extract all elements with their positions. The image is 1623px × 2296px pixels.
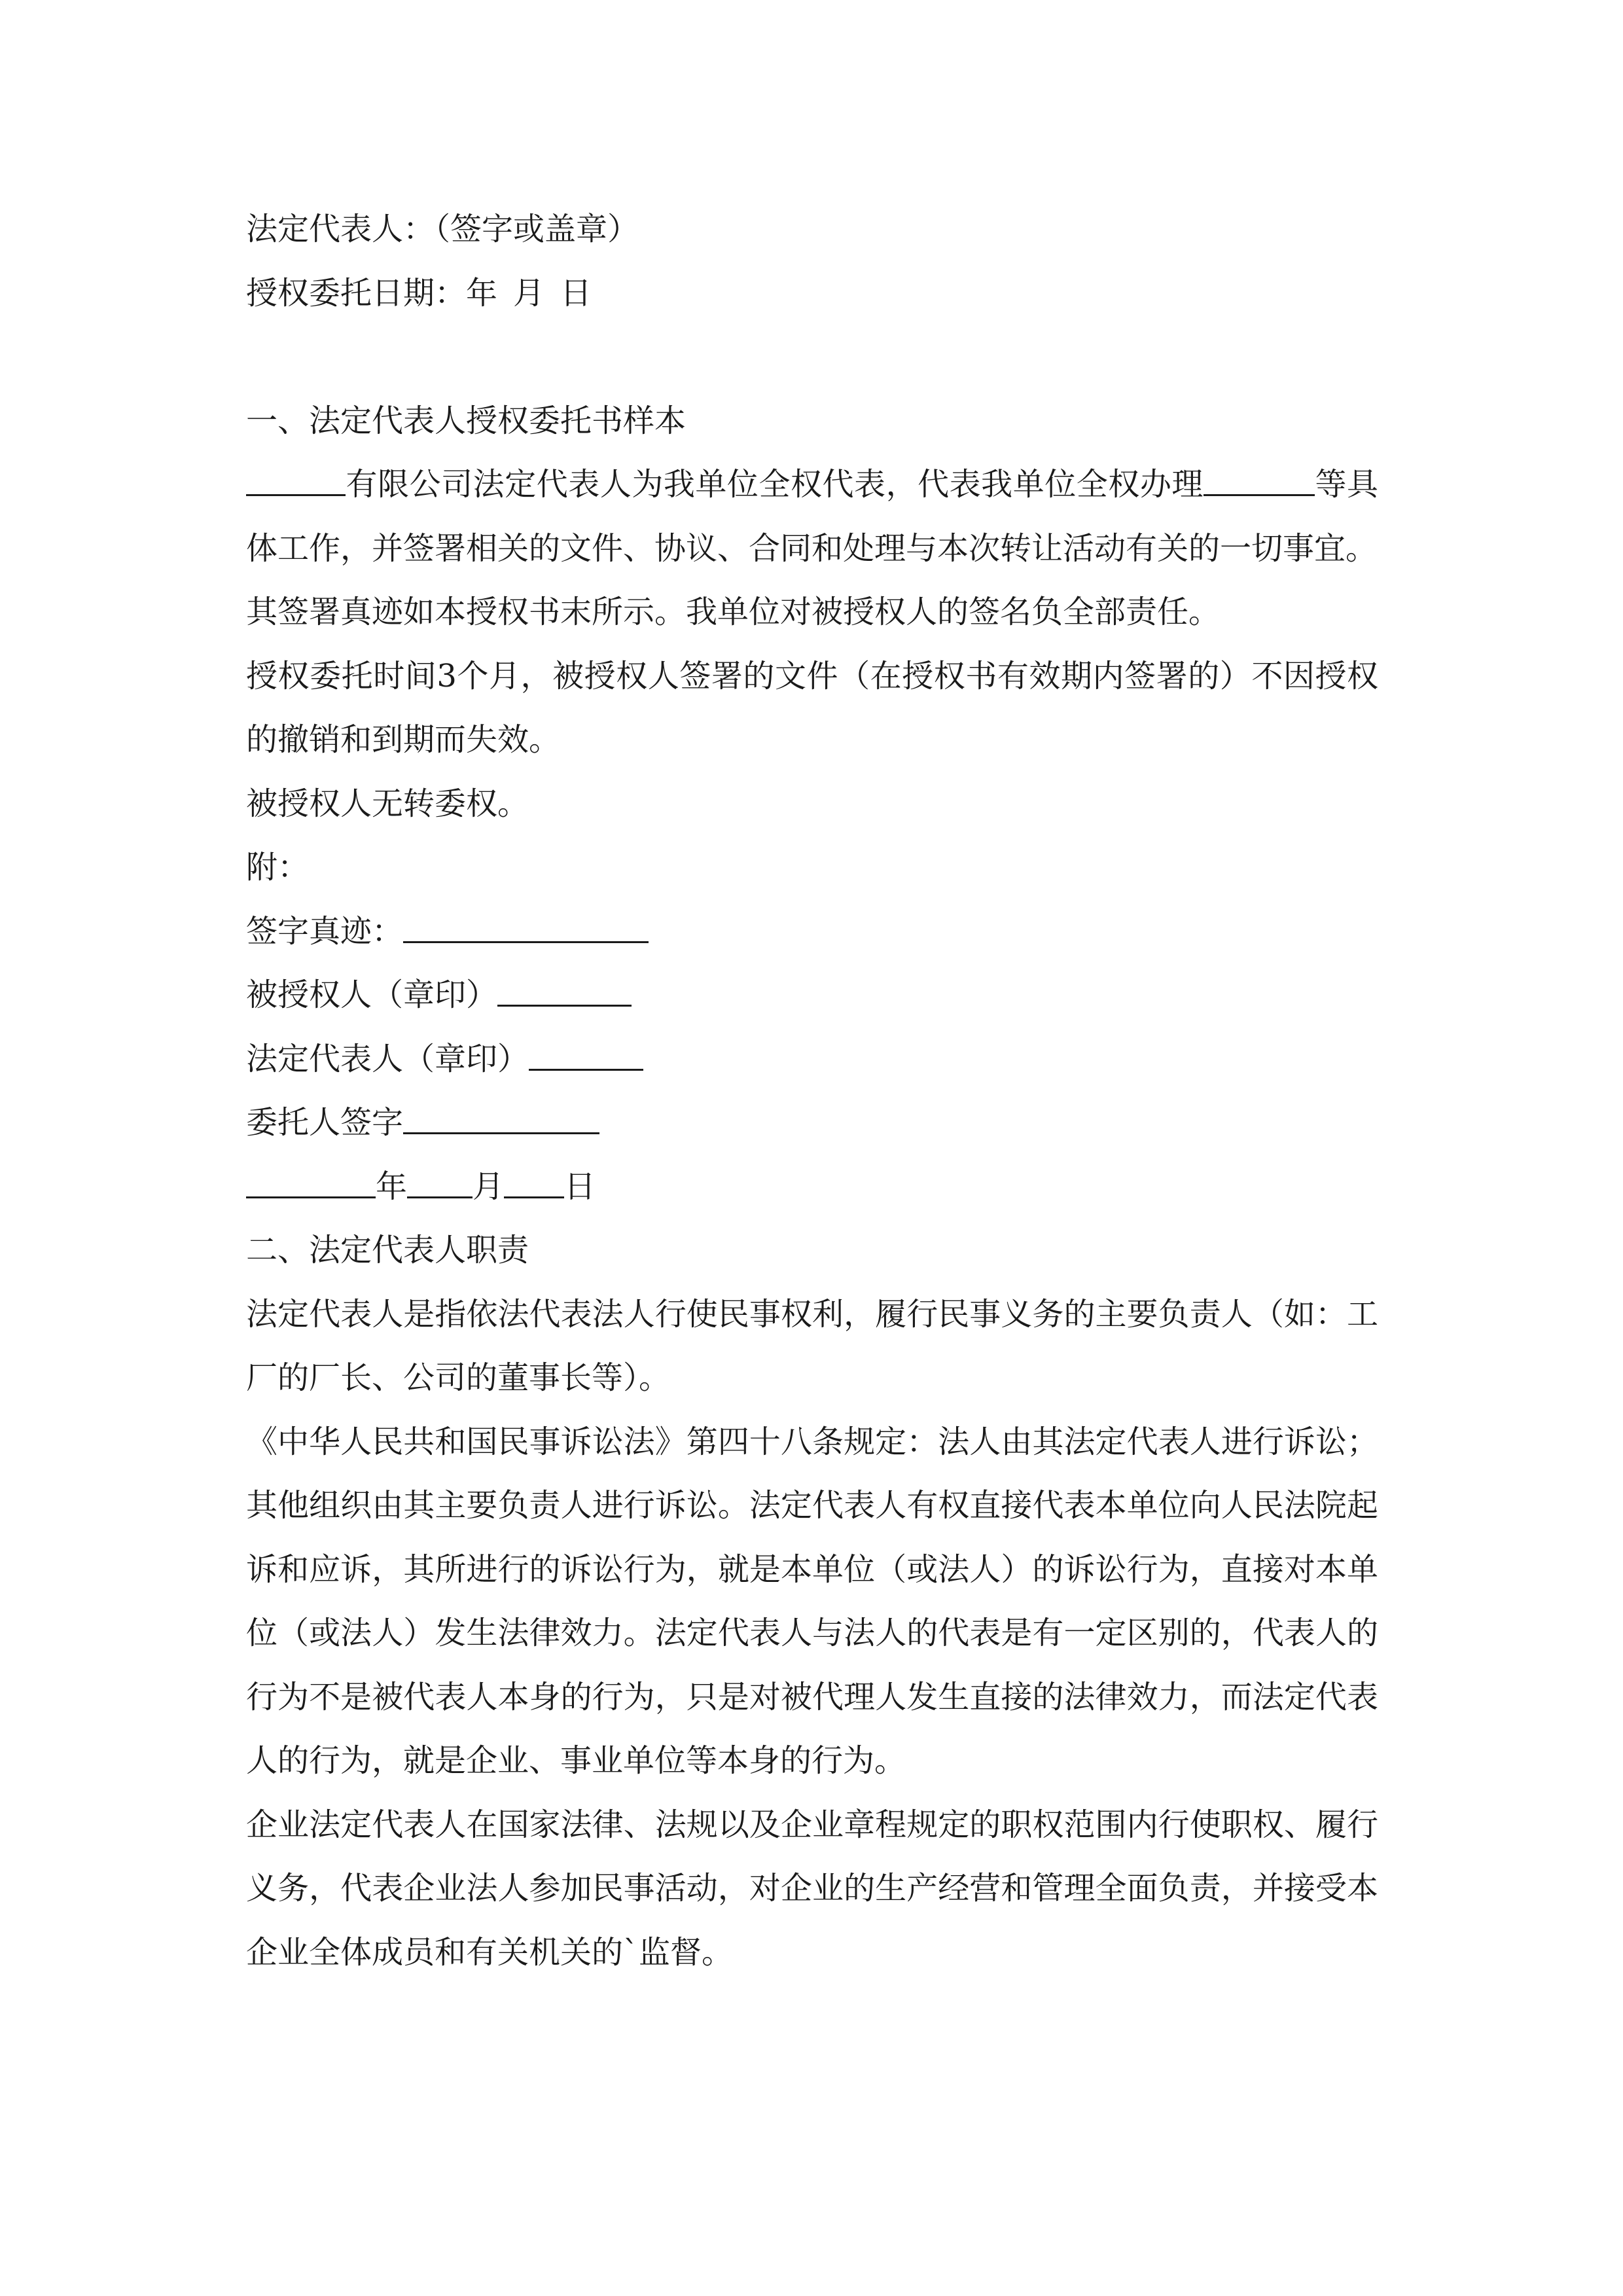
legal-rep-note: （签字或盖章） (435, 211, 639, 247)
signing-date-line (246, 1155, 1378, 1219)
section1-paragraph-2: 其签署真迹如本授权书末所示。我单位对被授权人的签名负全部责任。 (246, 594, 1221, 630)
section1-title: 一、法定代表人授权委托书样本 (246, 402, 687, 439)
section1-paragraph-4: 被授权人无转委权。 (246, 785, 529, 822)
principal-sign-blank (403, 1103, 599, 1135)
principal-sign-label: 委托人签字 (246, 1104, 404, 1141)
date-day: 日 (560, 274, 592, 312)
authorized-seal-label: 被授权人（章印） (246, 977, 498, 1013)
authorized-seal-blank (497, 975, 632, 1007)
legal-rep-signature-line (246, 198, 1378, 262)
paragraph-1-text-c: 具体工作，并签署相关的文件、协议、合同和处理与本次转让活动有关的一切事宜。 (246, 466, 1378, 567)
signing-month: 月 (473, 1168, 505, 1205)
authorization-date-line (246, 262, 1378, 326)
month-blank (407, 1166, 473, 1198)
legal-rep-seal-blank (529, 1039, 643, 1071)
paragraph-1-text-a: 有限公司法定代表人为我单位全权代表，代表我单位全权办理 (346, 466, 1204, 503)
signature-specimen-blank (403, 911, 649, 943)
signature-specimen-label: 签字真迹： (246, 912, 404, 950)
authorized-seal-line (246, 963, 1378, 1028)
legal-rep-label: 法定代表人： (246, 211, 435, 247)
company-name-blank (246, 465, 346, 497)
signing-year: 年 (376, 1168, 408, 1205)
section2-paragraph-3: 企业法定代表人在国家法律、法规以及企业章程规定的职权范围内行使职权、履行义务，代表企业法人参加民事活动，对企业的生产经营和管理全面负责，并接受本企业全体成员和有关机关的`监督。 (246, 1806, 1378, 1971)
legal-rep-seal-line (246, 1028, 1378, 1092)
signing-day: 日 (564, 1168, 596, 1205)
section1-paragraph-1 (246, 453, 1378, 581)
date-month: 月 (513, 274, 545, 312)
section2-paragraph-1: 法定代表人是指依法代表法人行使民事权利，履行民事义务的主要负责人（如：工厂的厂长、公司的董事长等）。 (246, 1295, 1378, 1396)
authorization-date-label: 授权委托日期： (246, 274, 467, 312)
document-body (246, 198, 1378, 1984)
section2-title: 二、法定代表人职责 (246, 1232, 529, 1268)
attachment-label: 附： (246, 849, 310, 886)
matter-blank (1204, 465, 1315, 497)
legal-rep-seal-label: 法定代表人（章印） (246, 1040, 529, 1077)
spacer (246, 325, 1378, 389)
year-blank (246, 1166, 376, 1198)
section2-paragraph-2: 《中华人民共和国民事诉讼法》第四十八条规定：法人由其法定代表人进行诉讼；其他组织由其主要负责人进行诉讼。法定代表人有权直接代表本单位向人民法院起诉和应诉，其所进行的诉讼行为，就是本单位（或法人）的诉讼行为，直接对本单位（或法人）发生法律效力。法定代表人与法人的代表是有一定区别的，代表人的行为不是被代表人本身的行为，只是对被代理人发生直接的法律效力，而法定代表人的行为，就是企业、事业单位等本身的行为。 (246, 1423, 1378, 1779)
section1-paragraph-3: 授权委托时间3个月，被授权人签署的文件（在授权书有效期内签署的）不因授权的撤销和到期而失效。 (246, 657, 1378, 758)
principal-sign-line (246, 1091, 1378, 1155)
date-year: 年 (466, 274, 498, 312)
day-blank (504, 1166, 564, 1198)
paragraph-1-text-b: 等 (1314, 466, 1347, 503)
signature-specimen-line (246, 900, 1378, 964)
